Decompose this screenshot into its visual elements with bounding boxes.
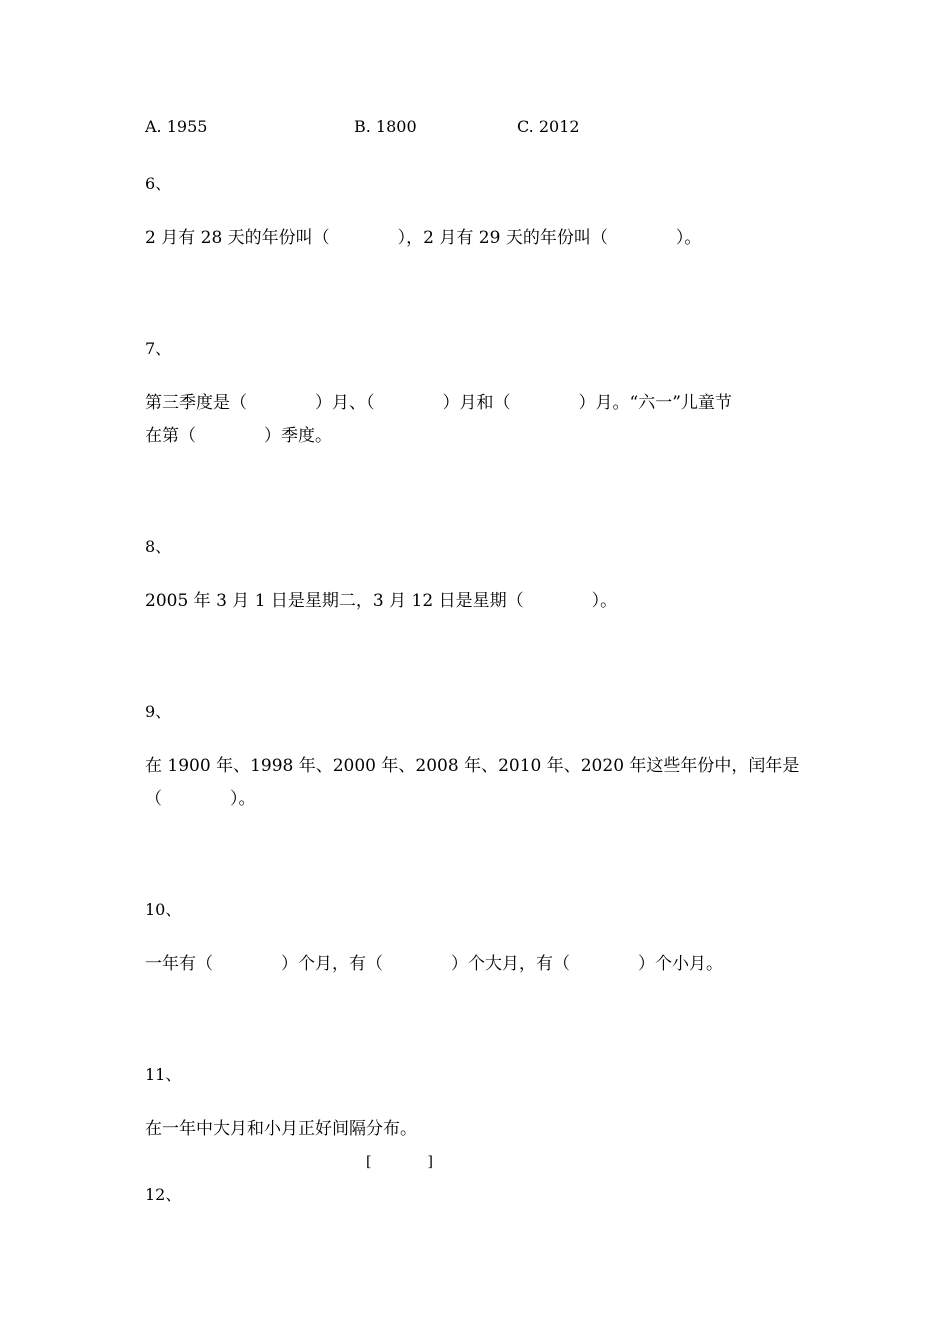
question-number-10: 10、: [145, 900, 182, 919]
question-number-9: 9、: [145, 702, 172, 721]
q5-option-b: B. 1800: [354, 117, 417, 136]
q5-option-c: C. 2012: [517, 117, 580, 136]
question-9-text-line2: （ ）。: [145, 789, 256, 809]
question-10-text: 一年有（ ）个月，有（ ）个大月，有（ ）个小月。: [145, 954, 723, 974]
question-7-text-line1: 第三季度是（ ）月、（ ）月和（ ）月。“六一”儿童节: [145, 393, 732, 413]
question-number-8: 8、: [145, 537, 172, 556]
question-7-text-line2: 在第（ ）季度。: [145, 426, 332, 446]
question-number-7: 7、: [145, 339, 172, 358]
question-number-6: 6、: [145, 174, 172, 193]
question-6-text: 2 月有 28 天的年份叫（ ），2 月有 29 天的年份叫（ ）。: [145, 228, 702, 248]
answer-bracket: [ ]: [366, 1154, 433, 1170]
question-9-text-line1: 在 1900 年、1998 年、2000 年、2008 年、2010 年、2020 年这些年份中，闰年是: [145, 756, 800, 776]
question-number-12: 12、: [145, 1185, 182, 1204]
question-8-text: 2005 年 3 月 1 日是星期二，3 月 12 日是星期（ ）。: [145, 591, 618, 611]
question-11-text: 在一年中大月和小月正好间隔分布。: [145, 1119, 417, 1139]
question-number-11: 11、: [145, 1065, 182, 1084]
q5-option-a: A. 1955: [145, 117, 208, 136]
